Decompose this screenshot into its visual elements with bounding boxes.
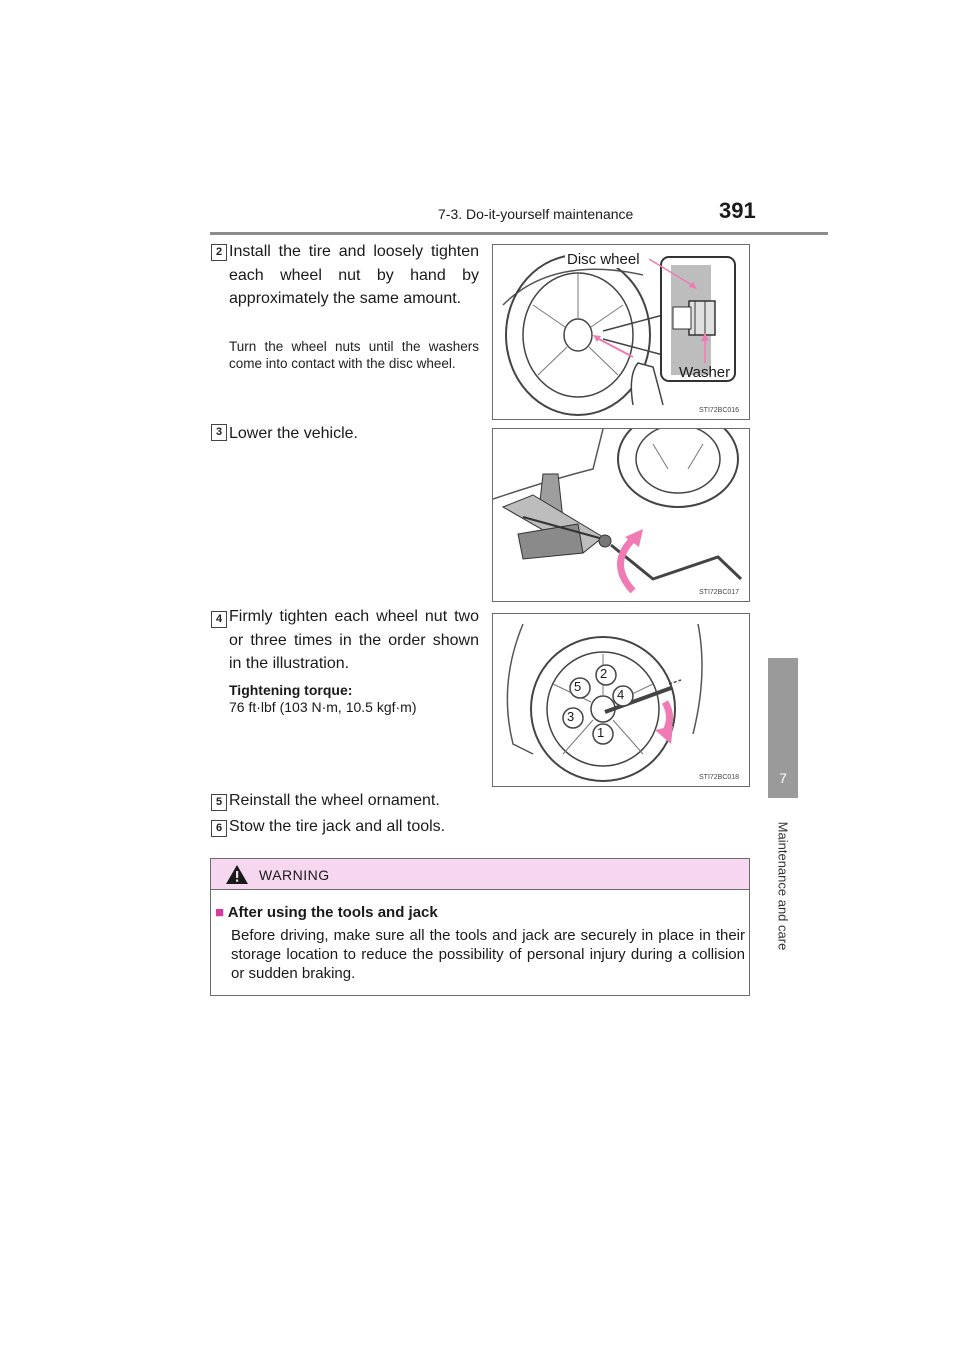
figure-tighten-order xyxy=(492,613,750,787)
order-label-4: 4 xyxy=(617,687,625,702)
warning-heading-text: After using the tools and jack xyxy=(227,904,438,921)
header-rule xyxy=(210,232,828,235)
order-label-1: 1 xyxy=(597,725,605,740)
disc-wheel-label: Disc wheel xyxy=(567,251,640,268)
step-5-text: Reinstall the wheel ornament. xyxy=(229,792,440,809)
warning-triangle-icon xyxy=(225,864,249,885)
torque-value: 76 ft·lbf (103 N·m, 10.5 kgf·m) xyxy=(229,699,417,715)
step-number-4: 4 xyxy=(211,611,227,628)
order-label-3: 3 xyxy=(567,709,575,724)
warning-header xyxy=(211,859,749,890)
figure-code: STI72BC017 xyxy=(699,589,740,596)
warning-title: WARNING xyxy=(259,867,330,883)
step-4-text: Firmly tighten each wheel nut two or three times in the order shown in the illustration. xyxy=(229,608,479,672)
order-label-2: 2 xyxy=(600,666,608,681)
warning-heading xyxy=(215,904,438,921)
page-number: 391 xyxy=(719,198,756,223)
step-number-6: 6 xyxy=(211,820,227,837)
jack-illustration xyxy=(493,429,749,601)
step-6-text: Stow the tire jack and all tools. xyxy=(229,818,446,835)
order-label-5: 5 xyxy=(574,679,582,694)
warning-body: Before driving, make sure all the tools and jack are securely in place in their storage location to reduce the possibility of personal injury during a collision or sudden braking. xyxy=(231,927,745,982)
warning-box xyxy=(210,858,750,996)
chapter-number: 7 xyxy=(779,770,787,786)
torque-heading: Tightening torque: xyxy=(229,682,353,698)
washer-label: Washer xyxy=(679,364,731,381)
figure-code: STI72BC018 xyxy=(699,774,740,781)
figure-code: STI72BC016 xyxy=(699,407,740,414)
bullet-square: ■ xyxy=(215,904,225,921)
step-2-text: Install the tire and loosely tighten each wheel nut by hand by approximately the same amount. xyxy=(229,243,479,307)
chapter-title-vertical xyxy=(768,806,798,966)
figure-install-tire xyxy=(492,244,750,420)
chapter-tab xyxy=(768,658,798,798)
step-number-2: 2 xyxy=(211,244,227,261)
step-2-note: Turn the wheel nuts until the washers come into contact with the disc wheel. xyxy=(229,339,479,371)
tire-install-illustration xyxy=(493,245,749,419)
section-title: 7-3. Do-it-yourself maintenance xyxy=(438,206,634,222)
step-3-text: Lower the vehicle. xyxy=(229,425,358,442)
step-number-3: 3 xyxy=(211,424,227,441)
step-number-5: 5 xyxy=(211,794,227,811)
figure-lower-vehicle xyxy=(492,428,750,602)
chapter-title: Maintenance and care xyxy=(775,821,791,951)
